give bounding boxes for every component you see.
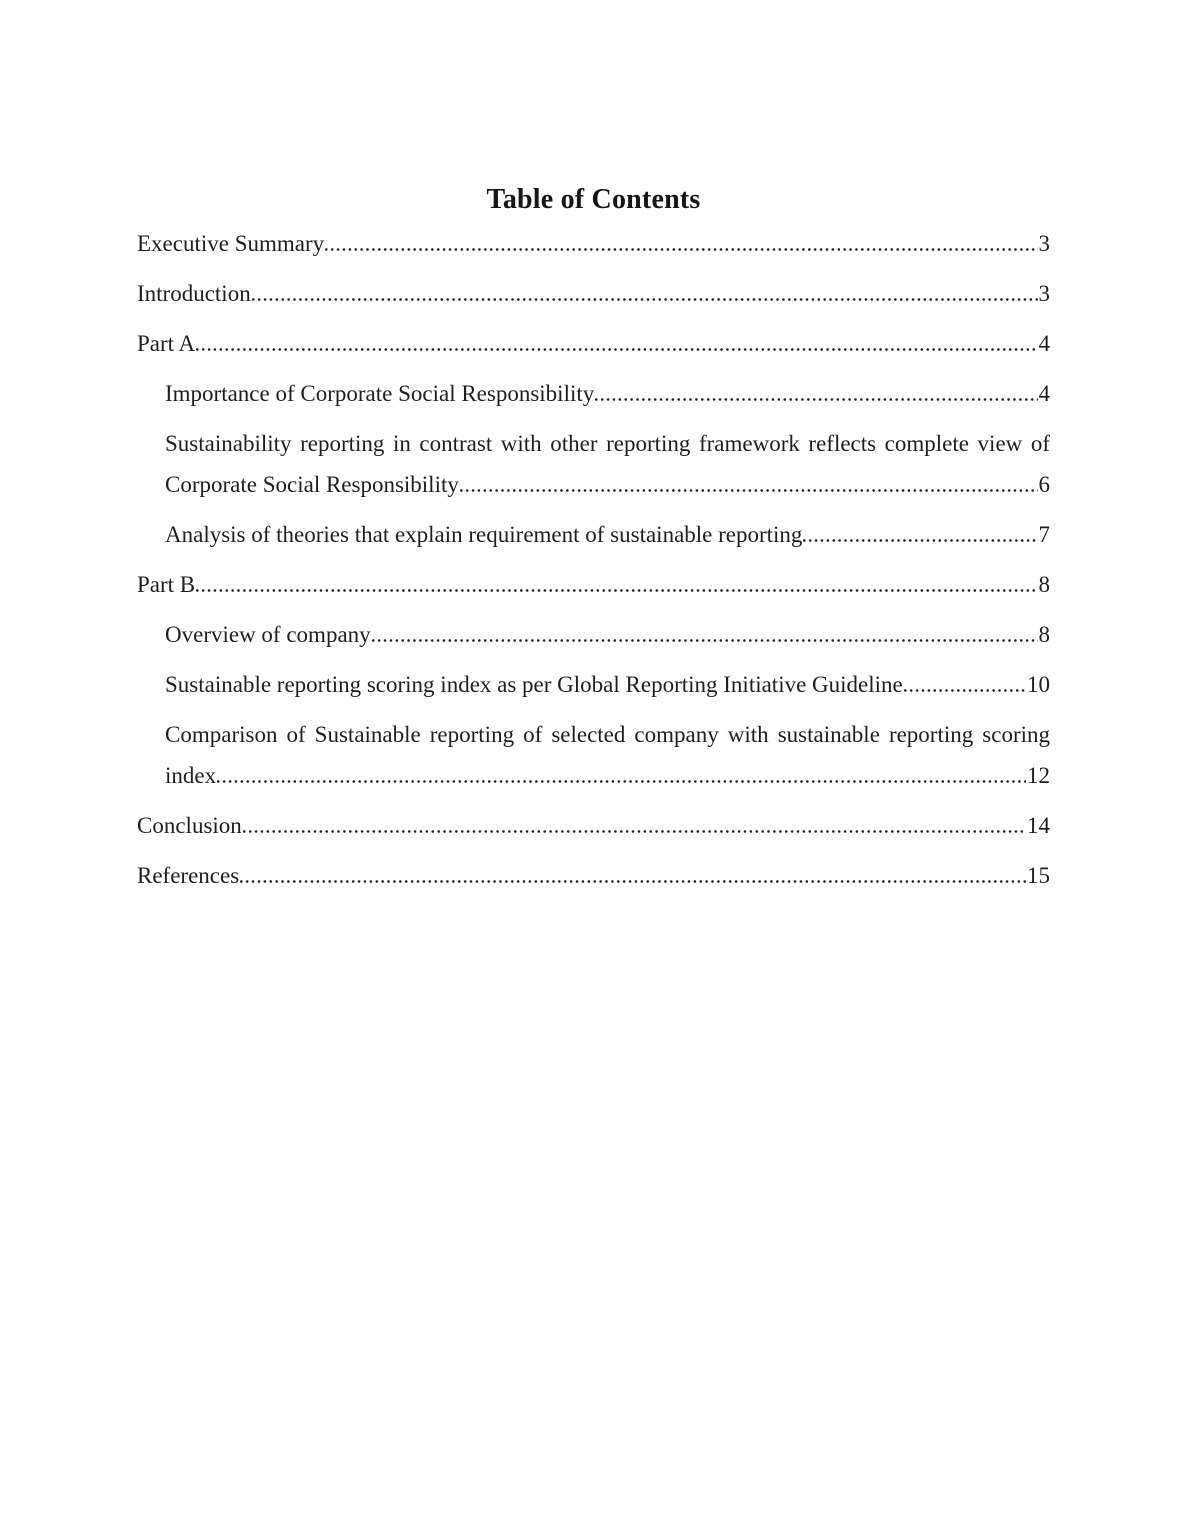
toc-page-number: 12 [1027,763,1050,788]
toc-page-number: 4 [1038,331,1050,356]
toc-entry-label: Conclusion [137,813,242,838]
toc-entry-label-line1: Sustainability reporting in contrast with other reporting framework reflects complete view of [165,431,1050,456]
toc-page-number: 4 [1038,381,1050,406]
toc-entry-executive-summary [137,223,1050,264]
toc-entry-sustainable-reporting-scoring-index [165,664,1050,705]
dot-leader [325,248,1037,251]
toc-page-number: 7 [1038,522,1050,547]
toc-page-number: 3 [1038,281,1050,306]
dot-leader [217,780,1026,783]
toc-entry-label: Executive Summary [137,231,325,256]
toc-entry-sustainability-reporting-contrast [165,423,1050,505]
toc-entry-label-line1: Comparison of Sustainable reporting of selected company with sustainable reporting scoring [165,722,1050,747]
dot-leader [460,489,1038,492]
toc-entry-references [137,855,1050,896]
toc-entry-conclusion [137,805,1050,846]
toc-entry-label: References [137,863,240,888]
toc-entry-label: Analysis of theories that explain requirement of sustainable reporting [165,522,803,547]
toc-page-number: 3 [1038,231,1050,256]
dot-leader [196,589,1037,592]
toc-page-number: 14 [1027,813,1050,838]
dot-leader [196,348,1037,351]
toc-page-number: 15 [1027,863,1050,888]
toc-entry-label: Importance of Corporate Social Responsibility [165,381,595,406]
toc-page-number: 10 [1027,672,1050,697]
dot-leader [252,298,1038,301]
dot-leader [803,539,1037,542]
toc-entry-label-line2: index [165,763,217,788]
toc-page-number: 6 [1038,472,1050,497]
toc-entry-comparison-of-sustainable-reporting [165,714,1050,796]
page-title: Table of Contents [486,184,701,215]
toc-entry-label: Sustainable reporting scoring index as per Global Reporting Initiative Guideline [165,672,903,697]
table-of-contents [137,183,1050,905]
toc-entry-analysis-of-theories [165,514,1050,555]
dot-leader [372,639,1038,642]
dot-leader [904,689,1026,692]
toc-entry-label: Part A [137,331,196,356]
toc-entry-label: Overview of company [165,622,371,647]
toc-entry-importance-of-csr [165,373,1050,414]
dot-leader [595,398,1037,401]
toc-entry-label-line2: Corporate Social Responsibility [165,472,459,497]
toc-page-number: 8 [1038,572,1050,597]
toc-entry-part-a [137,323,1050,364]
toc-entry-label: Introduction [137,281,251,306]
dot-leader [243,830,1026,833]
toc-entry-part-b [137,564,1050,605]
toc-page-number: 8 [1038,622,1050,647]
dot-leader [240,880,1026,883]
toc-entry-overview-of-company [165,614,1050,655]
toc-entry-introduction [137,273,1050,314]
toc-entry-label: Part B [137,572,196,597]
